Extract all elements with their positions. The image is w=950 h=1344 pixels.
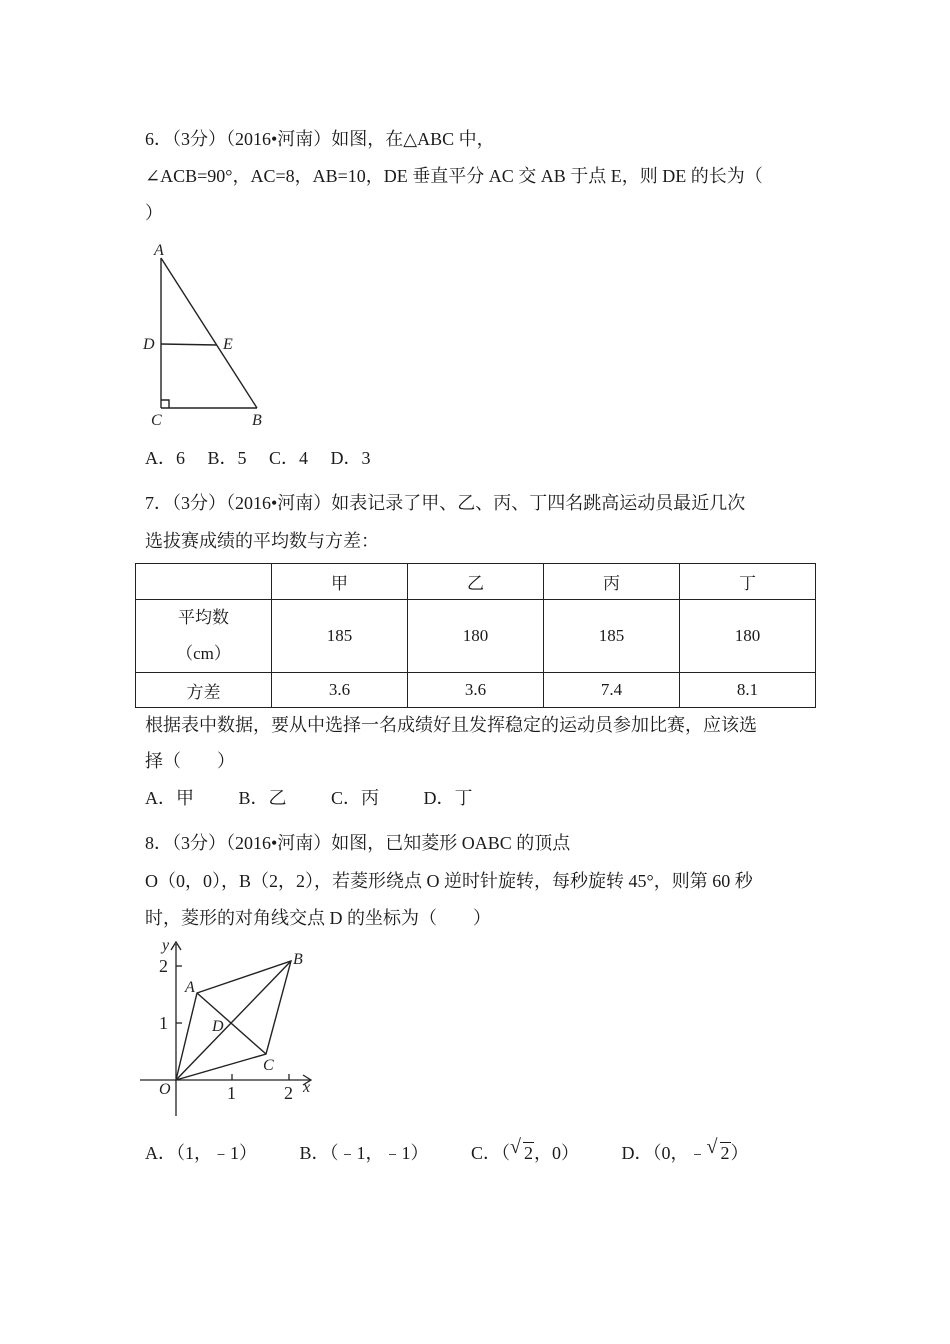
q6-stem-line2: ∠ACB=90°，AC=8，AB=10，DE 垂直平分 AC 交 AB 于点 E，则 DE 的长为（ xyxy=(145,166,763,186)
q6-choices xyxy=(145,446,371,470)
row-label-mean-line2: （cm） xyxy=(176,644,231,663)
q7-choice-c[interactable]: C．丙 xyxy=(331,788,380,808)
q8-choices xyxy=(145,1136,749,1165)
q6-choice-d[interactable]: D．3 xyxy=(330,448,371,468)
q8-choice-d[interactable] xyxy=(621,1136,749,1165)
label-e: E xyxy=(223,336,233,353)
label-o: O xyxy=(159,1081,171,1098)
q8-choice-c-suffix: ，0） xyxy=(534,1143,580,1163)
q8-rhombus-figure xyxy=(135,936,325,1126)
q7-stem-line3: 根据表中数据，要从中选择一名成绩好且发挥稳定的运动员参加比赛，应该选 xyxy=(145,715,757,735)
label-a: A xyxy=(154,242,164,259)
label-c: C xyxy=(151,412,162,429)
q8-stem-line1: 8．（3分）（2016•河南）如图，已知菱形 OABC 的顶点 xyxy=(145,833,571,853)
radical-sign-icon: √ xyxy=(706,1136,718,1158)
header-cell-bing: 丙 xyxy=(544,564,680,600)
q8-choice-c[interactable] xyxy=(471,1136,580,1165)
y-tick-label-1: 1 xyxy=(159,1013,168,1033)
variance-cell-bing: 7.4 xyxy=(544,673,680,708)
row-label-mean-line1: 平均数 xyxy=(178,608,229,627)
segment-ab xyxy=(161,258,257,408)
label-b: B xyxy=(293,951,303,968)
q6-stem-line1: 6．（3分）（2016•河南）如图，在△ABC 中， xyxy=(145,129,495,149)
q6-triangle-figure xyxy=(135,236,275,436)
header-cell-empty xyxy=(136,564,272,600)
segment-de xyxy=(161,344,217,345)
q8-choice-a[interactable]: A．（1，﹣1） xyxy=(145,1143,257,1163)
q8-choice-d-suffix: ） xyxy=(730,1143,749,1163)
sqrt-expression xyxy=(510,1136,534,1165)
label-a: A xyxy=(185,979,195,996)
q7-choices xyxy=(145,786,473,810)
x-tick-label-2: 2 xyxy=(284,1083,293,1103)
mean-cell-jia: 185 xyxy=(272,600,408,673)
diagonal-ac xyxy=(197,993,266,1054)
table-row-variance xyxy=(136,673,816,708)
variance-cell-ding: 8.1 xyxy=(680,673,816,708)
axis-label-x: x xyxy=(303,1079,311,1096)
q7-choice-b[interactable]: B．乙 xyxy=(238,788,287,808)
mean-cell-yi: 180 xyxy=(408,600,544,673)
q7-choice-a[interactable]: A．甲 xyxy=(145,788,194,808)
axis-label-y: y xyxy=(162,937,170,954)
radicand: 2 xyxy=(720,1143,730,1163)
q7-stem-line4: 择（ ） xyxy=(145,751,235,771)
q6-choice-b[interactable]: B．5 xyxy=(207,448,247,468)
q8-choice-d-prefix: D．（0，﹣ xyxy=(621,1143,707,1163)
y-tick-label-2: 2 xyxy=(159,956,168,976)
header-cell-ding: 丁 xyxy=(680,564,816,600)
label-d: D xyxy=(212,1018,224,1035)
variance-cell-jia: 3.6 xyxy=(272,673,408,708)
q7-stem-line2: 选拔赛成绩的平均数与方差： xyxy=(145,531,379,551)
header-cell-yi: 乙 xyxy=(408,564,544,600)
row-label-variance: 方差 xyxy=(136,673,272,708)
q7-score-table xyxy=(135,563,816,708)
q6-stem-line3: ） xyxy=(145,203,163,223)
table-header-row xyxy=(136,564,816,600)
q8-choice-c-prefix: C．（ xyxy=(471,1143,511,1163)
x-tick-label-1: 1 xyxy=(227,1083,236,1103)
right-angle-mark xyxy=(161,400,169,408)
table-row-mean xyxy=(136,600,816,673)
row-label-mean xyxy=(136,600,272,673)
mean-cell-bing: 185 xyxy=(544,600,680,673)
variance-cell-yi: 3.6 xyxy=(408,673,544,708)
sqrt-expression xyxy=(706,1136,731,1165)
header-cell-jia: 甲 xyxy=(272,564,408,600)
radical-sign-icon: √ xyxy=(510,1136,522,1158)
q6-choice-a[interactable]: A．6 xyxy=(145,448,185,468)
q8-stem-line3: 时，菱形的对角线交点 D 的坐标为（ ） xyxy=(145,908,491,928)
q8-choice-b[interactable]: B．（﹣1，﹣1） xyxy=(299,1143,429,1163)
q6-choice-c[interactable]: C．4 xyxy=(269,448,309,468)
q7-stem-line1: 7．（3分）（2016•河南）如表记录了甲、乙、丙、丁四名跳高运动员最近几次 xyxy=(145,493,746,513)
mean-cell-ding: 180 xyxy=(680,600,816,673)
q8-stem-line2: O（0，0），B（2，2），若菱形绕点 O 逆时针旋转，每秒旋转 45°，则第 60 秒 xyxy=(145,871,753,891)
radicand: 2 xyxy=(524,1143,534,1163)
label-b: B xyxy=(252,412,262,429)
label-c: C xyxy=(263,1057,274,1074)
q7-choice-d[interactable]: D．丁 xyxy=(423,788,473,808)
label-d: D xyxy=(143,336,155,353)
